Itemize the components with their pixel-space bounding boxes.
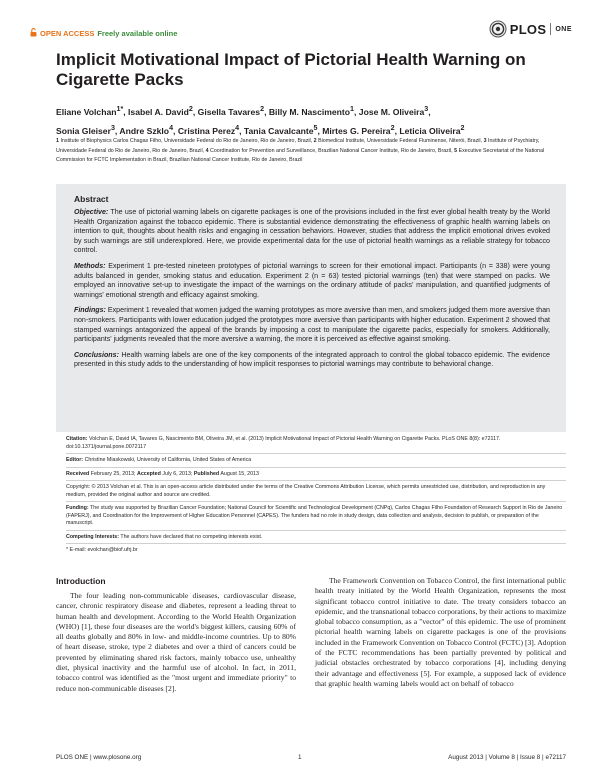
footer-page-number: 1 xyxy=(298,754,302,761)
copyright: Copyright: © 2013 Volchan et al. This is an open-access article distributed under the terms of the Creative Commons Attribution License, which permits unrestricted use, distribution, and reproduction in any medium, provided the original author and source are credited. xyxy=(66,484,546,498)
plos-one-logo xyxy=(489,20,572,38)
affiliation: Coordination for Prevention and Surveillance, Brazilian National Cancer Institute, Rio de Janeiro, Brazil, xyxy=(210,147,453,154)
plos-logo-icon xyxy=(489,20,507,38)
affiliations: 1 Institute of Biophysics Carlos Chagas Filho, Universidade Federal do Rio de Janeiro, Rio de Janeiro, Brazil, 2 Biomedical Institute, Universidade Federal Fluminense, Niterói, Brazil, 3 Institute of Psychiatry, Universidade Federal do Rio de Janeiro, Rio de Janeiro, Brazil, 4 Coordination for Prevention and Surveillance, Brazilian National Cancer Institute, Rio de Janeiro, Brazil, 5 Executive Secretariat of the National Commission for FCTC Implementation in Brazil, Brazilian National Cancer Institute, Rio de Janeiro, Brazil xyxy=(56,138,545,164)
abstract-heading: Abstract xyxy=(74,194,109,204)
author-mark: 2 xyxy=(188,105,193,113)
affiliation: Executive Secretariat of the National Commission for FCTC Implementation in Brazil, Brazilian National Cancer Institute, Rio de Janeiro, Brazil xyxy=(56,147,545,164)
citation: Citation: Volchan E, David IA, Tavares G, Nascimento BM, Oliveira JM, et al. (2013) Implicit Motivational Impact of Pictorial Health Warning on Cigarette Packs. PLoS ONE 8(8): e72117. doi:10.1371/journal.pone.0072117 xyxy=(66,436,501,450)
author: Billy M. Nascimento xyxy=(268,106,351,117)
author-mark: 3 xyxy=(110,123,115,132)
author: Jose M. Oliveira xyxy=(358,106,425,117)
abstract-conclusions: Conclusions: Health warning labels are one of the key components of the integrated approach to control the global tobacco epidemic. The evidence presented in this study adds to the understanding of how implicit responses to pictorial warnings may contribute to behavioral change. xyxy=(74,350,550,369)
author-mark: 2 xyxy=(390,123,395,132)
open-label: OPEN xyxy=(40,29,62,38)
abstract-methods: Methods: Experiment 1 pre-tested nineteen prototypes of pictorial warnings to screen for their emotional impact. Participants (n = 338) were young adults balanced in gender, smoking status and education. Experiment 2 (n = 63) tested pictorial warnings (ten) that were stamped on packs. We employed an innovative set-up to investigate the impact of the warnings on the ordinary attitude of packs' manipulation, and quantified judgments of warnings' emotional strength and efficacy against smoking. xyxy=(74,261,550,299)
body-left-column: The four leading non-communicable diseases, cardiovascular disease, cancer, chronic respiratory disease and diabetes, represent a leading threat to human health and development. According to the World Health Organization (WHO) [1], these four diseases are the world's biggest killers, causing 60% of all deaths globally and 80% in low- and middle-income countries. Up to 80% of heart disease, stroke, type 2 diabetes and over a third of cancers could be prevented by eliminating shared risk factors, mainly tobacco use, unhealthy diet, physical inactivity and the harmful use of alcohol. In fact, in 2011, tobacco control was identified as the "most urgent and immediate priority" to reduce non-communicable diseases [2]. xyxy=(56,591,296,693)
author: Tania Cavalcante xyxy=(243,125,314,136)
footer-issue: August 2013 | Volume 8 | Issue 8 | e72117 xyxy=(448,754,566,761)
author: Andre Szklo xyxy=(119,125,170,136)
abstract-objective: Objective: The use of pictorial warning labels on cigarette packages is one of the provisions included in the first ever global health treaty by the World Health Organization against the tobacco epidemic. There is substantial evidence demonstrating the effectiveness of graphic health warning labels on intention to quit, thoughts about health risks and engaging in cessation behaviors. However, studies that address the implicit emotional drives evoked by such warnings are still underexplored. Here, we provide experimental data for the use of pictorial health warnings as a reliable strategy for tobacco control. xyxy=(74,208,550,255)
open-lock-icon xyxy=(30,28,37,37)
author-mark: 2 xyxy=(260,105,265,113)
abstract-body xyxy=(74,208,550,376)
author-mark: 4 xyxy=(235,123,240,132)
logo-text: PLOS xyxy=(509,21,547,37)
author: Gisella Tavares xyxy=(197,106,261,117)
introduction-heading: Introduction xyxy=(56,576,106,586)
author-list: Eliane Volchan$^{1*}$, Isabel A. David$^2$, Gisella Tavares$^2$, Billy M. Nascimento$^1$, Jose M. Oliveira$^3$, Sonia Gleiser$^3$, Andre Szklo$^4$, Cristina Perez$^4$, Tania Cavalcante$^5$, Mirtes G. Pereira$^2$, Leticia Oliveira$^2$ xyxy=(56,105,465,136)
affiliation: Institute of Psychiatry, Universidade Federal do Rio de Janeiro, Rio de Janeiro, Brazil, xyxy=(56,138,540,154)
access-label: ACCESS xyxy=(63,29,95,38)
author: Cristina Perez xyxy=(177,125,236,136)
author-mark: 2 xyxy=(460,123,465,132)
author: Sonia Gleiser xyxy=(56,125,111,136)
logo-divider xyxy=(550,23,551,35)
author: Isabel A. David xyxy=(128,106,189,117)
affiliation: Biomedical Institute, Universidade Federal Fluminense, Niterói, Brazil, xyxy=(318,138,483,144)
author-mark: 3 xyxy=(424,105,429,113)
author-mark: 1* xyxy=(116,105,124,113)
author-mark: 4 xyxy=(169,123,174,132)
open-access-banner xyxy=(30,28,177,38)
author-mark: 5 xyxy=(313,123,318,132)
dates: Received February 25, 2013; Accepted July 6, 2013; Published August 15, 2013 xyxy=(66,470,259,477)
competing-interests: Competing Interests: The authors have declared that no competing interests exist. xyxy=(66,533,263,540)
abstract-findings: Findings: Experiment 1 revealed that women judged the warning prototypes as more aversive than men, and smokers judged them more aversive than non-smokers. Participants with lower education judged the prototypes more aversive than participants with higher education. Experiment 2 showed that stamped warnings antagonized the appeal of the brands by imposing a cost to manipulate the cigarette packs, especially for smokers. Additionally, participants' judgments revealed that the more aversive a warning, the more it is perceived as effective against smoking. xyxy=(74,306,550,344)
editor: Editor: Christine Miaskowski, University of California, United States of America xyxy=(66,457,252,463)
funding: Funding: The study was supported by Brazilian Cancer Foundation; National Council for Scientific and Technological Development (CNPq), Carlos Chagas Filho Foundation of Research Support in Rio de Janeiro (FAPERJ), and Coordination for the Improvement of Higher Education Personnel (CAPES). The funders had no role in study design, data collection and analysis, decision to publish, or preparation of the manuscript. xyxy=(66,505,563,526)
author: Eliane Volchan xyxy=(56,106,117,117)
email: * E-mail: evolchan@biof.ufrj.br xyxy=(66,547,138,553)
body-right-column: The Framework Convention on Tobacco Control, the first international public health treaty initiated by the World Health Organization, represents the most significant tobacco control initiative to date. The treaty considers tobacco an epidemic, and the transnational tobacco corporations, by their actions to maximize global tobacco consumption, as a "vector" of this epidemic. The use of prominent pictorial health warning labels on cigarette packages is one of the provisions included in the Framework Convention on Tobacco Control (FCTC) [3]. Adoption of the FCTC recommendations has been partially prevented by political and judicial obstacles orchestrated by tobacco corporations [4], including denying their advantage and effectiveness [5]. For example, a supposed lack of evidence that graphic health warning labels would act on behalf of tobacco xyxy=(315,576,566,688)
author: Mirtes G. Pereira xyxy=(322,125,391,136)
article-title: Implicit Motivational Impact of Pictorial Health Warning on Cigarette Packs xyxy=(56,50,526,89)
affiliation: Institute of Biophysics Carlos Chagas Filho, Universidade Federal do Rio de Janeiro, Rio de Janeiro, Brazil, xyxy=(60,138,313,144)
footer-journal: PLOS ONE | www.plosone.org xyxy=(56,754,142,761)
abstract-box xyxy=(56,184,566,432)
author-mark: 1 xyxy=(350,105,355,113)
article-metadata xyxy=(66,436,566,555)
free-label: Freely available online xyxy=(97,29,178,38)
logo-sub: ONE xyxy=(555,25,572,33)
author: Leticia Oliveira xyxy=(399,125,461,136)
